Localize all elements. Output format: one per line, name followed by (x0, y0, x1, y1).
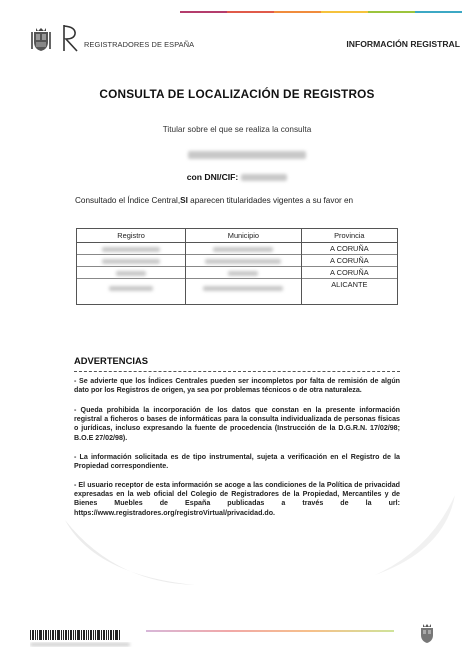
barcode-bar (32, 630, 34, 640)
provincia-cell: A CORUÑA (301, 255, 397, 267)
barcode-bar (86, 630, 87, 640)
registradores-r-logo-icon (62, 24, 80, 52)
watermark-swoosh (55, 515, 205, 595)
dni-label: con DNI/CIF: (186, 172, 239, 182)
footer-color-strip (146, 630, 394, 632)
strip-segment (274, 11, 321, 13)
table-row (77, 267, 398, 279)
barcode-bar (39, 630, 42, 640)
redacted-footer-code (30, 642, 134, 647)
consult-prefix: Consultado el Índice Central, (75, 196, 181, 205)
strip-segment (321, 11, 368, 13)
warnings-heading: ADVERTENCIAS (74, 355, 148, 366)
redacted-dni (241, 174, 287, 181)
redacted-municipio (203, 286, 283, 291)
provincia-cell: A CORUÑA (301, 243, 397, 255)
barcode-bar (43, 630, 44, 640)
column-header-registro: Registro (77, 229, 186, 243)
barcode-bar (57, 630, 60, 640)
barcode-bar (83, 630, 85, 640)
footer-crest-icon (418, 624, 436, 644)
barcode-bar (108, 630, 109, 640)
barcode-bar (115, 630, 118, 640)
section-title: INFORMACIÓN REGISTRAL (346, 39, 460, 49)
barcode-bar (73, 630, 74, 640)
barcode-bar (97, 630, 100, 640)
barcode-bar (75, 630, 76, 640)
barcode-bar (103, 630, 105, 640)
watermark-swoosh (370, 490, 460, 580)
column-header-provincia: Provincia (301, 229, 397, 243)
redacted-municipio (213, 247, 273, 252)
document-title: CONSULTA DE LOCALIZACIÓN DE REGISTROS (99, 87, 375, 101)
barcode-bar (65, 630, 67, 640)
barcode-bar (88, 630, 89, 640)
redacted-subject-name (188, 151, 306, 159)
municipio-cell (186, 243, 302, 255)
header-color-strip (180, 11, 462, 13)
registro-cell (77, 267, 186, 279)
provincia-cell: ALICANTE (301, 279, 397, 305)
barcode-bar (45, 630, 47, 640)
document-barcode (30, 630, 132, 640)
table-header-row (77, 229, 398, 243)
barcode-bar (61, 630, 62, 640)
registers-table (76, 228, 398, 305)
consult-si: SI (180, 196, 188, 205)
redacted-registro (116, 271, 146, 276)
barcode-bar (95, 630, 96, 640)
barcode-bar (81, 630, 82, 640)
municipio-cell (186, 267, 302, 279)
table-row (77, 279, 398, 305)
barcode-bar (110, 630, 112, 640)
dni-line (0, 172, 474, 182)
barcode-bar (63, 630, 64, 640)
barcode-bar (93, 630, 94, 640)
subject-label: Titular sobre el que se realiza la consulta (162, 125, 312, 134)
barcode-bar (35, 630, 36, 640)
strip-segment (227, 11, 274, 13)
strip-segment (180, 11, 227, 13)
coat-of-arms-icon (31, 27, 51, 52)
barcode-bar (77, 630, 80, 640)
registro-cell (77, 255, 186, 267)
warning-paragraph: - La información solicitada es de tipo instrumental, sujeta a verificación en el Registro de la Propiedad correspondiente. (74, 453, 400, 471)
barcode-bar (106, 630, 107, 640)
barcode-bar (113, 630, 114, 640)
consult-statement (75, 196, 353, 205)
strip-segment (415, 11, 462, 13)
warnings-divider (74, 371, 400, 372)
warning-paragraph: - El usuario receptor de esta información se acoge a las condiciones de la Política de privacidad expresadas en la web oficial del Colegio de Registradores de la Propiedad, Mercantiles y de Bienes Muebles de España publicadas a través de la url: https://www.registradores.org/registroVirtual/privacidad.do. (74, 481, 400, 517)
redacted-registro (109, 286, 153, 291)
barcode-bar (68, 630, 69, 640)
municipio-cell (186, 255, 302, 267)
barcode-bar (70, 630, 72, 640)
barcode-bar (52, 630, 54, 640)
organization-name: REGISTRADORES DE ESPAÑA (84, 40, 195, 49)
barcode-bar (30, 630, 31, 640)
redacted-registro (102, 247, 160, 252)
barcode-bar (90, 630, 92, 640)
redacted-registro (102, 259, 160, 264)
barcode-bar (37, 630, 38, 640)
barcode-bar (55, 630, 56, 640)
column-header-municipio: Municipio (186, 229, 302, 243)
barcode-bar (50, 630, 51, 640)
municipio-cell (186, 279, 302, 305)
provincia-cell: A CORUÑA (301, 267, 397, 279)
barcode-bar (48, 630, 49, 640)
barcode-bar (101, 630, 102, 640)
barcode-bar (119, 630, 120, 640)
registro-cell (77, 243, 186, 255)
consult-suffix: aparecen titularidades vigentes a su favor en (187, 196, 354, 205)
redacted-municipio (205, 259, 281, 264)
table-row (77, 255, 398, 267)
warning-paragraph: - Queda prohibida la incorporación de los datos que constan en la presente información registral a ficheros o bases de informáticas para la consulta individualizada de personas físicas o jurídicas, incluso expresando la fuente de procedencia (Instrucción de la D.G.R.N. 17/02/98; B.O.E 27/02/98). (74, 406, 400, 442)
warning-paragraph: - Se advierte que los Índices Centrales pueden ser incompletos por falta de remisión de algún dato por los Registros de origen, ya sea por problemas técnicos o de otra naturaleza. (74, 377, 400, 395)
registro-cell (77, 279, 186, 305)
strip-segment (368, 11, 415, 13)
table-row (77, 243, 398, 255)
redacted-municipio (228, 271, 258, 276)
